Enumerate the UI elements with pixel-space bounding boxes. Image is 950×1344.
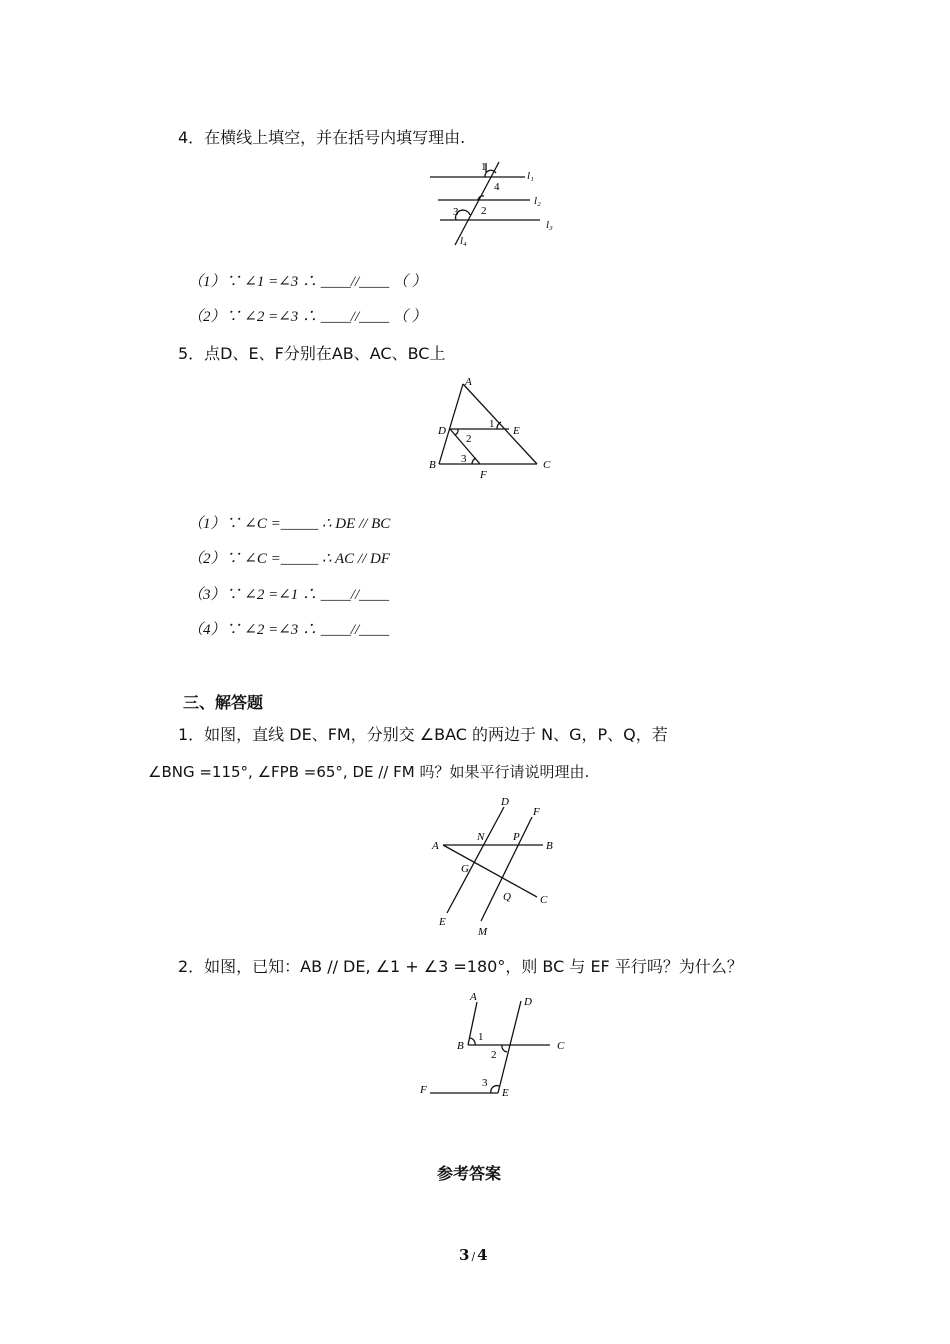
line-de [447,807,504,913]
angle-arc-2 [455,429,458,435]
q4-item-2-num: （2） [188,309,226,325]
angle-arc-4 [485,170,496,177]
label-e: E [439,916,446,928]
label-l2: l₂ [534,195,541,207]
label-d: D [501,796,509,808]
label-f: F [533,806,540,818]
q4-item-1 [188,272,427,292]
q5-item-4 [188,620,389,640]
q4-figure [420,160,570,250]
label-d: D [524,996,532,1008]
angle-arc-1 [497,422,501,429]
angle-arc-3 [472,458,476,464]
label-angle-1: 1 [478,1031,484,1043]
answer-title: 参考答案 [437,1164,502,1183]
label-angle-4: 4 [494,181,500,193]
label-q: Q [503,891,511,903]
q5-item-1 [188,514,390,534]
page-number [459,1245,488,1267]
q4-item-2 [188,307,427,327]
label-l4: l₄ [460,235,467,247]
label-g: G [461,863,469,875]
ray-ac [443,845,537,897]
q5-triangle-figure [425,372,565,484]
label-a: A [470,991,477,1003]
label-e: E [513,425,520,437]
s3-p2-figure [418,988,578,1103]
label-a: A [465,376,472,388]
line-fm [481,817,532,921]
label-c: C [557,1040,565,1052]
angle-arc-2 [502,1045,507,1052]
label-f: F [420,1084,427,1096]
side-ac [463,384,537,464]
q5-item-2 [188,549,390,569]
q5-item-1-text: ∵ ∠C =_____ ∴ DE // BC [225,516,391,532]
page-total: 4 [477,1246,488,1264]
q5-item-3 [188,585,389,605]
label-l3: l₃ [546,219,553,231]
q4-item-1-num: （1） [188,274,226,290]
s3-p1-line1: 1．如图，直线 DE、FM，分别交 ∠BAC 的两边于 N、G，P、Q，若 [178,725,668,744]
label-angle-3: 3 [453,206,459,218]
label-a: A [432,840,439,852]
q5-item-2-text: ∵ ∠C =_____ ∴ AC // DF [225,551,390,567]
label-p: P [513,831,520,843]
label-b: B [546,840,553,852]
label-angle-1: 1 [489,418,495,430]
s3-p2-line1: 2．如图，已知：AB // DE, ∠1 + ∠3 =180°，则 BC 与 EF 平行吗？为什么？ [178,957,743,976]
label-e: E [502,1087,509,1099]
label-angle-3: 3 [461,453,467,465]
q5-item-2-num: （2） [188,551,226,567]
label-m: M [478,926,488,938]
angle-arc-1 [470,1038,475,1045]
label-n: N [477,831,485,843]
section3-title: 三、解答题 [183,693,264,712]
q5-item-4-num: （4） [188,622,226,638]
label-angle-2: 2 [466,433,472,445]
q5-heading: 5．点D、E、F分别在AB、AC、BC上 [178,344,446,363]
label-l1: l₁ [527,170,534,182]
s3-p1-line2: ∠BNG =115°, ∠FPB =65°, DE // FM 吗？如果平行请说明理由. [148,763,590,781]
q4-item-1-text: ∵ ∠1 =∠3 ∴ ____//____ （ ） [225,274,427,290]
q5-item-3-num: （3） [188,587,226,603]
label-angle-1: 1 [481,161,487,173]
line-l4 [455,162,499,245]
page-separator: / [471,1250,476,1263]
page-current: 3 [459,1246,470,1264]
label-angle-3: 3 [482,1077,488,1089]
side-ab [439,384,463,464]
q5-item-1-num: （1） [188,516,226,532]
q5-item-3-text: ∵ ∠2 =∠1 ∴ ____//____ [225,587,390,603]
q4-item-2-text: ∵ ∠2 =∠3 ∴ ____//____ （ ） [225,309,427,325]
label-d: D [438,425,446,437]
s3-p1-figure [425,793,565,943]
q5-item-4-text: ∵ ∠2 =∠3 ∴ ____//____ [225,622,390,638]
label-c: C [543,459,551,471]
label-c: C [540,894,548,906]
label-angle-2: 2 [491,1049,497,1061]
label-b: B [429,459,436,471]
label-f: F [480,469,487,481]
label-b: B [457,1040,464,1052]
q4-heading: 4．在横线上填空，并在括号内填写理由. [178,128,466,147]
label-angle-2: 2 [481,205,487,217]
